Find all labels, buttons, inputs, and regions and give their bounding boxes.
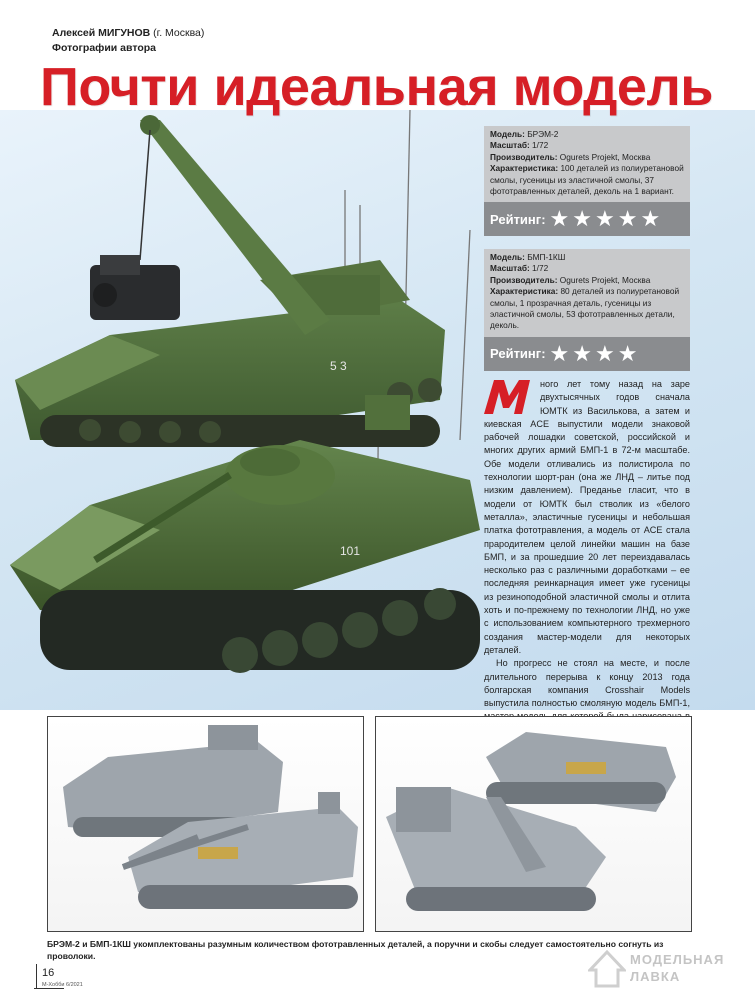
watermark <box>588 946 738 994</box>
star-icon: ★ <box>617 340 638 366</box>
inset-photo-right <box>375 716 692 932</box>
star-icon: ★ <box>595 206 615 232</box>
info-line-maker: Производитель: Ogurets Projekt, Москва <box>490 274 651 285</box>
rating-bar <box>484 337 690 371</box>
page-number: 16 <box>42 967 55 979</box>
author-name: Алексей МИГУНОВ <box>52 27 151 39</box>
article-paragraph: ного лет тому назад на заре двухтысячных годов сначала ЮМТК из Василькова, а затем и киевская ACE выпустили модели знаковой рабочей лошадки советской, российской и многих других армий БМП-1 в 72-м масштабе. Обе модели отливались из полистирола по технологии шорт-ран (она же ЛНД – литье под низким давлением). Преданье гласит, что в модели от ЮМТК был стволик из «белого металла», эластичные гусеницы и небольшая платка фототравления, а модель от ACE стала прародителем целой линейки машин на базе БМП, и за прошедшие 20 лет переиздавалась несколько раз с различными доработками – ее последняя реинкарнация имеет уже гусеницы из резиноподобной эластичной смолы и отлита хоть и по-прежнему по технологии ЛНД, но уже с использованием компьютерного трехмерного создания мастер-модели для некоторых деталей. <box>484 379 690 655</box>
folio-mark <box>34 988 64 989</box>
star-icon: ★ <box>572 206 592 232</box>
folio-mark <box>36 964 37 988</box>
rating-bar <box>484 202 690 236</box>
watermark-line1: МОДЕЛЬНАЯ <box>630 952 725 967</box>
rating-label: Рейтинг: <box>490 346 546 362</box>
article-body <box>484 378 690 737</box>
author-city: (г. Москва) <box>150 27 205 39</box>
grey-models-photo <box>376 717 691 931</box>
page-footer <box>34 960 144 990</box>
byline <box>52 26 204 56</box>
info-card <box>484 126 690 202</box>
info-line-model: Модель: БМП-1КШ <box>490 252 566 262</box>
photo-caption: БРЭМ-2 и БМП-1КШ укомплектованы разумным количеством фототравленных деталей, а поручни и скобы следует самостоятельно согнуть из проволоки. <box>47 939 664 961</box>
grey-models-photo <box>48 717 363 931</box>
info-line-scale: Масштаб: 1/72 <box>490 140 549 151</box>
star-icon: ★ <box>640 206 661 232</box>
watermark-logo-icon <box>588 950 626 990</box>
brem-number: 5 3 <box>330 359 347 373</box>
magazine-issue: М-Хобби 6/2021 <box>42 982 83 988</box>
info-line-maker: Производитель: Ogurets Projekt, Москва <box>490 151 651 162</box>
photo-credit: Фотографии автора <box>52 42 157 54</box>
rating-label: Рейтинг: <box>490 211 546 227</box>
info-line-spec: Характеристика: 80 деталей из полиуретановой смолы, 1 прозрачная деталь, гусеницы из эластичной смолы, 53 фототравленных детали, деколь. <box>490 286 680 331</box>
info-card <box>484 249 690 337</box>
star-icon: ★ <box>617 206 638 232</box>
star-icon: ★ <box>549 206 570 232</box>
info-line-model: Модель: БРЭМ-2 <box>490 129 559 139</box>
dropcap-logo <box>484 380 534 414</box>
star-icon: ★ <box>572 340 592 366</box>
info-box-brem2 <box>484 126 690 236</box>
star-icon: ★ <box>595 340 615 366</box>
main-photo <box>0 110 480 710</box>
article-paragraph: Но прогресс не стоял на месте, и после длительного перерыва к концу 2013 года болгарская компания Crosshair Models выпустила полностью смоляную модель БМП-1, <box>484 658 690 709</box>
star-icon: ★ <box>549 340 570 366</box>
bmp-number: 101 <box>340 544 361 558</box>
info-line-scale: Масштаб: 1/72 <box>490 263 549 274</box>
article-title: Почти идеальная модель <box>40 57 713 117</box>
info-line-spec: Характеристика: 100 деталей из полиуретановой смолы, гусеницы из эластичной смолы, 37 фототравленных деталей, деколь на 1 вариант. <box>490 163 684 197</box>
watermark-line2: ЛАВКА <box>630 969 681 984</box>
inset-photo-left <box>47 716 364 932</box>
info-box-bmp1ksh <box>484 249 690 371</box>
